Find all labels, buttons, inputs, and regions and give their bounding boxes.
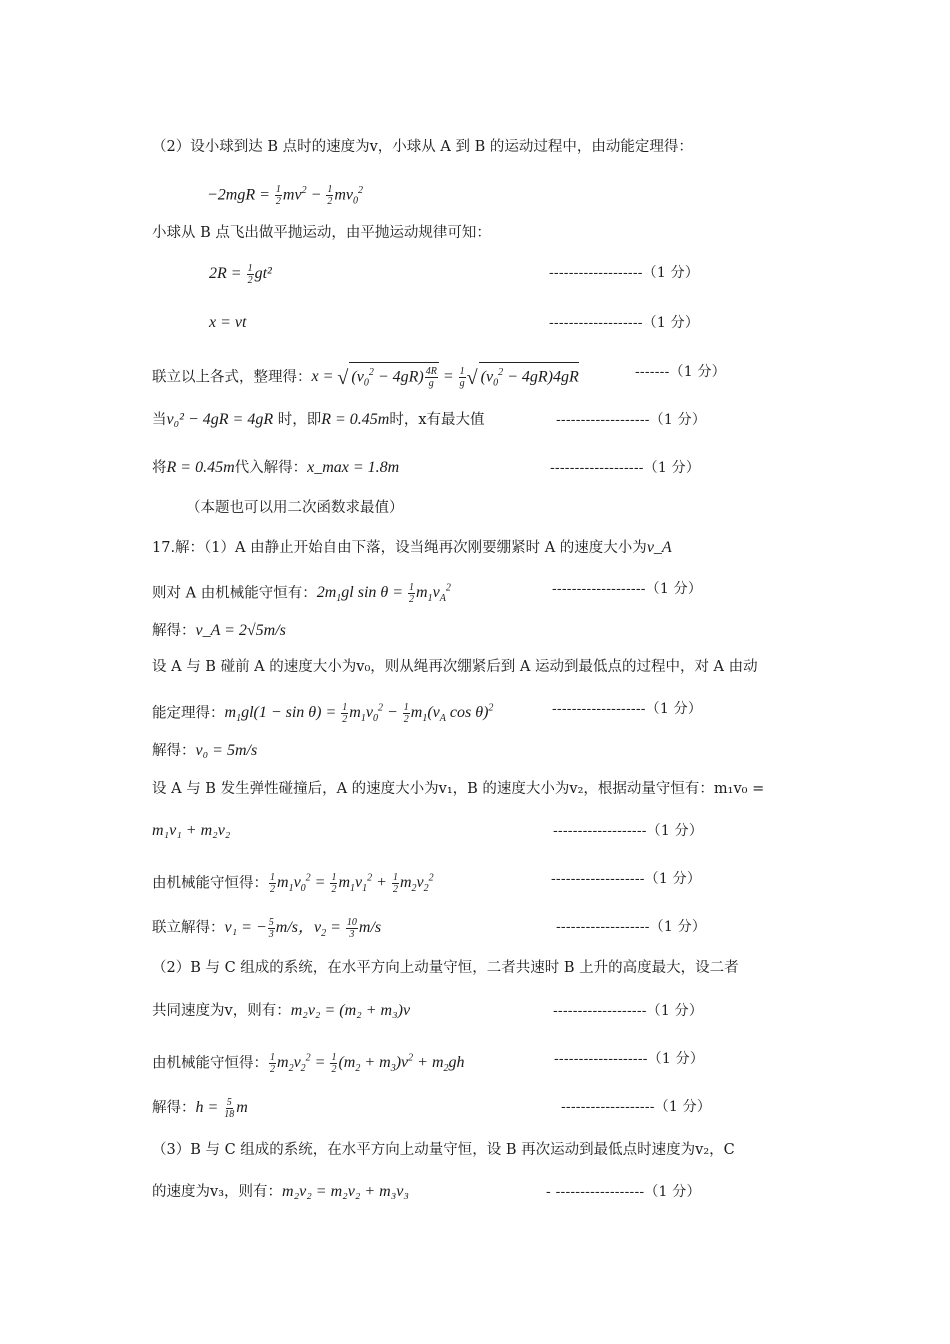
score-mark: -------------------（1 分） <box>549 265 700 281</box>
equation-horizontal-range: x = vt <box>209 314 247 331</box>
line-elastic-collision: 设 A 与 B 发生弹性碰撞后，A 的速度大小为v₁，B 的速度大小为v₂，根据动量守恒有：m₁v₀ = <box>152 781 765 797</box>
score-mark: -------------------（1 分） <box>552 581 703 597</box>
line-problem-17: 17.解：（1）A 由静止开始自由下落，设当绳再次刚要绷紧时 A 的速度大小为v_A <box>152 539 672 556</box>
score-mark: -------------------（1 分） <box>553 1003 704 1019</box>
score-mark: -------------------（1 分） <box>550 460 701 476</box>
line-part2-bc: （2）B 与 C 组成的系统，在水平方向上动量守恒，二者共速时 B 上升的高度最大，设二者 <box>152 960 739 976</box>
line-combined-result: 联立以上各式，整理得：x = √ $(v_0^2 - 4gR)$ $\frac{4R}{g}$ = $\frac{1}{g}$ √ $(v_0^2 - 4gR)4gR$ <box>152 362 579 394</box>
line-part2-intro: （2）设小球到达 B 点时的速度为v，小球从 A 到 B 的运动过程中，由动能定理得： <box>152 139 693 155</box>
line-work-energy: 能定理得：$m_1gl(1 - \sin \theta)$ = $\frac{1}{2}$ $m_1v_0^2$ − $\frac{1}{2}$ $m_1(v_A$ cos θ)$^2$ <box>152 702 494 726</box>
line-energy-collision: 由机械能守恒得： $\frac{1}{2}$ $m_1v_0^2$ = $\frac{1}{2}$ $m_1v_1^2$ + $\frac{1}{2}$ $m_2v_2^2$ <box>152 872 434 896</box>
score-mark: -------------------（1 分） <box>556 412 707 428</box>
line-max-condition: 当v₀² − 4gR = 4gR 时，即R = 0.45m时，x有最大值 <box>152 411 485 428</box>
line-height-result: 解得：h = $\frac{5}{18}$ m <box>152 1097 248 1120</box>
score-mark: -------------------（1 分） <box>561 1099 712 1115</box>
equation-momentum: m₁v₁ + m₂v₂ <box>152 822 231 839</box>
line-momentum-final: 的速度为v₃，则有：m₂v₂ = m₂v₂ + m₃v₃ <box>152 1183 409 1200</box>
line-va-result: 解得：v_A = 2√5m/s <box>152 622 286 639</box>
line-velocities-result: 联立解得：v₁ = − $\frac{5}{3}$ m/s，$v_2$ = $\frac{10}{3}$ m/s <box>152 917 382 940</box>
score-mark: -------（1 分） <box>635 364 726 380</box>
score-mark: - ------------------（1 分） <box>546 1184 701 1200</box>
score-mark: -------------------（1 分） <box>554 1051 705 1067</box>
line-before-collision: 设 A 与 B 碰前 A 的速度大小为v₀，则从绳再次绷紧后到 A 运动到最低点的过程中，对 A 由动 <box>152 659 758 675</box>
score-mark: -------------------（1 分） <box>553 823 704 839</box>
line-note: （本题也可以用二次函数求最值） <box>186 500 404 516</box>
score-mark: -------------------（1 分） <box>549 315 700 331</box>
line-projectile-intro: 小球从 B 点飞出做平抛运动，由平抛运动规律可知： <box>152 225 491 241</box>
line-common-velocity: 共同速度为v，则有：m₂v₂ = (m₂ + m₃)v <box>152 1002 411 1019</box>
line-energy-bc: 由机械能守恒得： $\frac{1}{2}$ $m_2v_2^2$ = $\frac{1}{2}$ $(m_2 + m_3)v^2 + m_2gh$ <box>152 1052 465 1076</box>
equation-energy-ab: −2mgR = $\frac{1}{2}$ $mv^2$ − $\frac{1}{2}$ $mv_0^2$ <box>207 184 364 208</box>
equation-fall-height: 2R = $\frac{1}{2}$ gt² <box>209 263 272 286</box>
line-energy-a: 则对 A 由机械能守恒有：$2m_1gl$ sin θ = $\frac{1}{2}$ $m_1v_A^2$ <box>152 582 451 606</box>
line-v0-result: 解得：v₀ = 5m/s <box>152 742 258 759</box>
score-mark: -------------------（1 分） <box>556 919 707 935</box>
score-mark: -------------------（1 分） <box>552 701 703 717</box>
line-max-value: 将R = 0.45m代入解得：x_max = 1.8m <box>152 459 400 476</box>
line-part3-bc: （3）B 与 C 组成的系统，在水平方向上动量守恒，设 B 再次运动到最低点时速度为v₂，C <box>152 1142 735 1158</box>
score-mark: -------------------（1 分） <box>551 871 702 887</box>
